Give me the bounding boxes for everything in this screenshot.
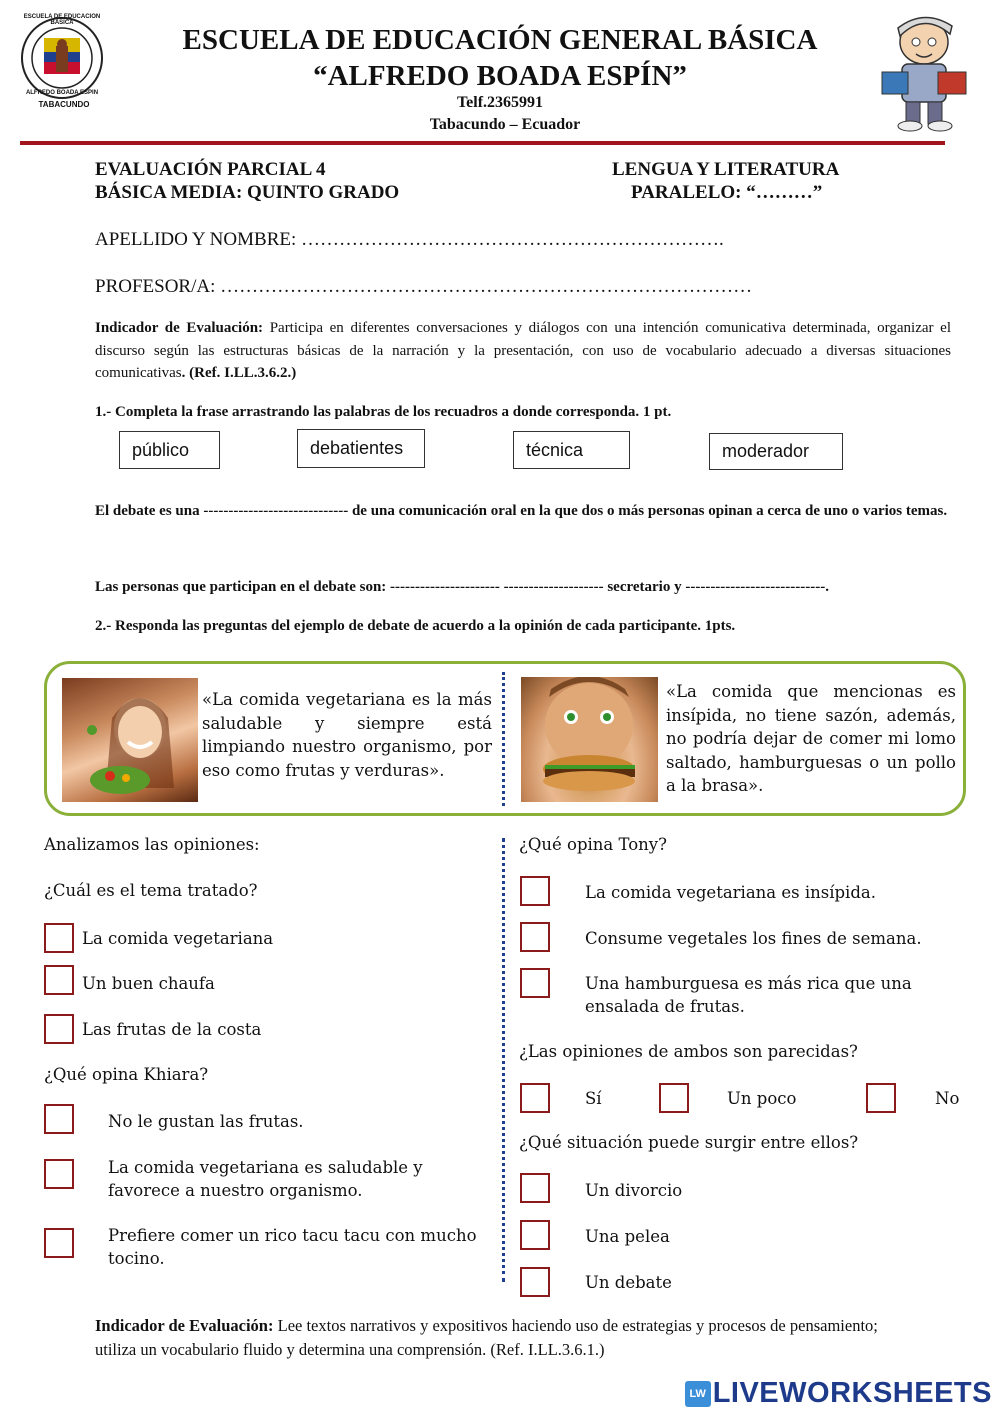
option-tony-3: Una hamburguesa es más rica que una ensalada de frutas. — [585, 974, 912, 1016]
option-khiara-3: Prefiere comer un rico tacu tacu con mucho tocino. — [108, 1226, 477, 1268]
exam-title: EVALUACIÓN PARCIAL 4 — [95, 159, 326, 180]
analysis-intro: Analizamos las opiniones: — [44, 835, 260, 854]
checkbox-situation-debate[interactable] — [520, 1267, 550, 1297]
word-box-debatientes[interactable]: debatientes — [297, 429, 425, 468]
option-tony-1: La comida vegetariana es insípida. — [585, 883, 876, 902]
checkbox-tony-2[interactable] — [520, 922, 550, 952]
tony-photo — [521, 677, 658, 802]
word-box-tecnica[interactable]: técnica — [513, 431, 630, 469]
option-khiara-2: La comida vegetariana es saludable y favorece a nuestro organismo. — [108, 1158, 423, 1200]
checkbox-topic-chaufa[interactable] — [44, 965, 74, 995]
indicator-1-text: Participa en diferentes conversaciones y diálogos con una intención comunicativa determinada, organizar el discurso según las estructuras básicas de la narración y la presentación, con uso de vocabulario adecuado a diversas situaciones comunicativas — [95, 320, 951, 381]
evaluation-indicator-1 — [95, 317, 951, 385]
question-topic: ¿Cuál es el tema tratado? — [44, 881, 258, 900]
word-box-moderador[interactable]: moderador — [709, 433, 843, 470]
school-title-line1: ESCUELA DE EDUCACIÓN GENERAL BÁSICA — [182, 24, 818, 56]
student-mascot-illustration — [878, 12, 970, 134]
teacher-name-field[interactable]: PROFESOR/A: ………………………………………………………………………… — [95, 276, 753, 297]
option-topic-fruits: Las frutas de la costa — [82, 1020, 262, 1039]
indicator-1-ref: . (Ref. I.LL.3.6.2.) — [181, 365, 297, 381]
checkbox-similar-no[interactable] — [866, 1083, 896, 1113]
indicator-1-label: Indicador de Evaluación: — [95, 320, 264, 336]
checkbox-situation-divorce[interactable] — [520, 1173, 550, 1203]
indicator-2-label: Indicador de Evaluación: — [95, 1316, 274, 1335]
checkbox-topic-vegetarian[interactable] — [44, 923, 74, 953]
checkbox-tony-3[interactable] — [520, 968, 550, 998]
khiara-photo — [62, 678, 198, 802]
question-2-prompt: 2.- Responda las preguntas del ejemplo de debate de acuerdo a la opinión de cada participante. 1pts. — [95, 618, 736, 634]
exam-subject: LENGUA Y LITERATURA — [612, 159, 840, 180]
school-title-line2: “ALFREDO BOADA ESPÍN” — [313, 60, 687, 92]
option-similar-little: Un poco — [727, 1089, 797, 1108]
school-phone: Telf.2365991 — [456, 94, 544, 111]
exam-grade: BÁSICA MEDIA: QUINTO GRADO — [95, 182, 400, 203]
option-situation-divorce: Un divorcio — [585, 1181, 683, 1200]
option-topic-chaufa: Un buen chaufa — [82, 974, 215, 993]
option-khiara-1: No le gustan las frutas. — [108, 1112, 304, 1131]
question-1-prompt: 1.- Completa la frase arrastrando las palabras de los recuadros a donde corresponda. 1 pt. — [95, 404, 672, 420]
option-similar-no: No — [935, 1089, 960, 1108]
question-khiara: ¿Qué opina Khiara? — [44, 1065, 209, 1084]
crest-caption: TABACUNDO — [38, 100, 90, 109]
checkbox-khiara-1[interactable] — [44, 1104, 74, 1134]
option-tony-2: Consume vegetales los fines de semana. — [585, 929, 922, 948]
fill-in-sentence-1[interactable]: El debate es una ----------------------------- de una comunicación oral en la que dos o más personas opinan a cerca de uno o varios temas. — [95, 503, 948, 519]
liveworksheets-logo[interactable] — [685, 1377, 992, 1410]
column-divider — [502, 838, 505, 1282]
crest-top-text: ESCUELA DE EDUCACION BASICA — [23, 14, 101, 26]
tony-quote: «La comida que mencionas es insípida, no tiene sazón, además, no podría dejar de comer mi lomo saltado, hamburguesas o un pollo a la brasa». — [666, 682, 956, 795]
checkbox-topic-fruits[interactable] — [44, 1014, 74, 1044]
fill-in-sentence-2[interactable]: Las personas que participan en el debate son: ---------------------- -------------------- secretario y ----------------------------. — [95, 579, 829, 595]
khiara-quote: «La comida vegetariana es la más saludable y siempre está limpiando nuestro organismo, por eso como frutas y verduras». — [202, 690, 492, 780]
option-topic-vegetarian: La comida vegetariana — [82, 929, 274, 948]
liveworksheets-badge: LW — [685, 1381, 711, 1407]
checkbox-situation-fight[interactable] — [520, 1220, 550, 1250]
exam-section: PARALELO: “………” — [631, 182, 823, 203]
school-location: Tabacundo – Ecuador — [429, 116, 581, 133]
indicator-2-text: Lee textos narrativos y expositivos haciendo uso de estrategias y procesos de pensamiento; utiliza un vocabulario fluido y determina una comprensión. (Ref. I.LL.3.6.1.) — [95, 1316, 878, 1359]
checkbox-similar-yes[interactable] — [520, 1083, 550, 1113]
header-divider — [20, 141, 945, 145]
option-situation-debate: Un debate — [585, 1273, 672, 1292]
student-name-field[interactable]: APELLIDO Y NOMBRE: …………………………………………………………. — [95, 229, 724, 250]
checkbox-tony-1[interactable] — [520, 876, 550, 906]
question-tony: ¿Qué opina Tony? — [519, 835, 667, 854]
question-situation: ¿Qué situación puede surgir entre ellos? — [519, 1133, 859, 1152]
checkbox-similar-little[interactable] — [659, 1083, 689, 1113]
checkbox-khiara-2[interactable] — [44, 1159, 74, 1189]
checkbox-khiara-3[interactable] — [44, 1228, 74, 1258]
option-similar-yes: Sí — [585, 1089, 602, 1108]
debate-divider — [502, 672, 505, 806]
evaluation-indicator-2 — [95, 1314, 885, 1362]
word-box-publico[interactable]: público — [119, 431, 220, 469]
option-situation-fight: Una pelea — [585, 1227, 670, 1246]
liveworksheets-text: LIVEWORKSHEETS — [712, 1377, 992, 1409]
crest-bottom-text: ALFREDO BOADA ESPIN — [25, 90, 99, 96]
question-similar: ¿Las opiniones de ambos son parecidas? — [519, 1042, 858, 1061]
